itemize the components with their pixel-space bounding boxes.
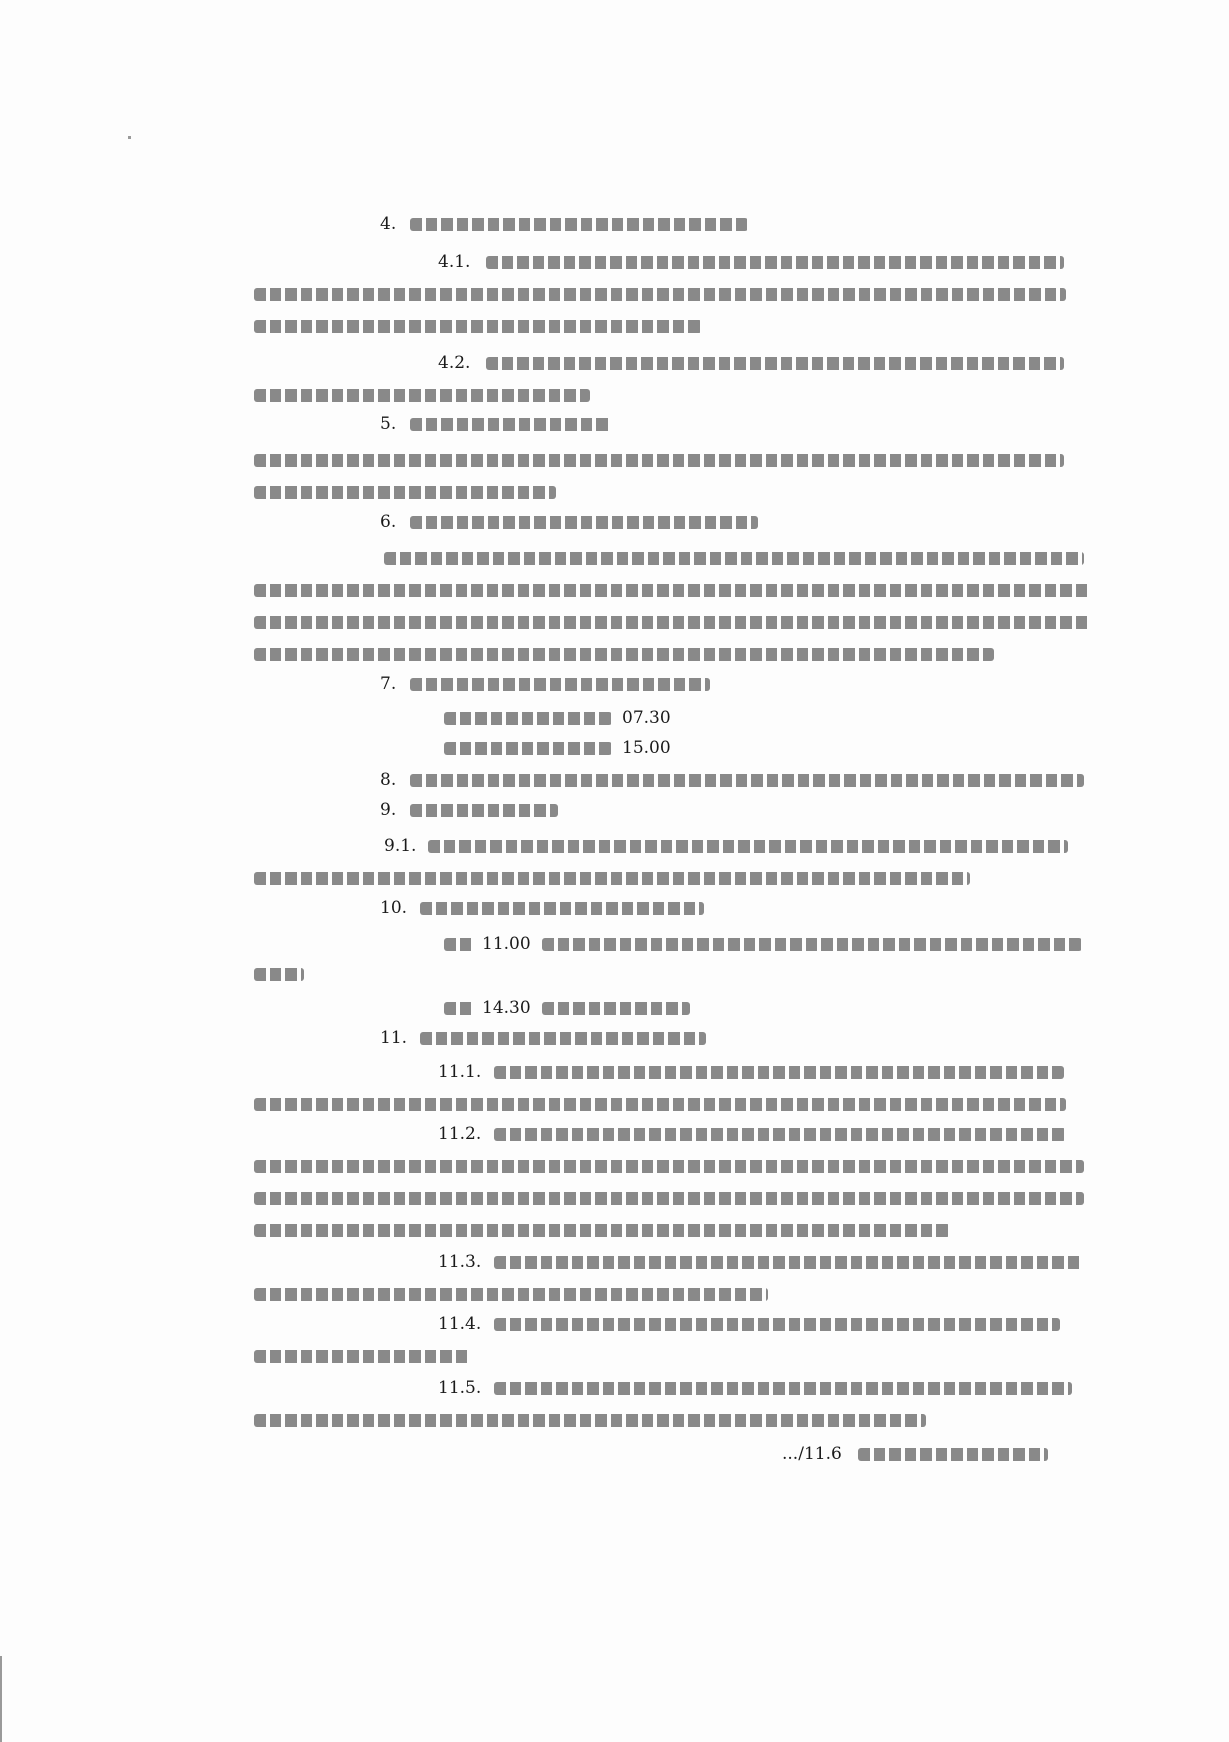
text-line bbox=[486, 256, 1064, 269]
section-number: 8. bbox=[380, 770, 397, 790]
text-line bbox=[254, 1098, 1066, 1111]
time-value: 15.00 bbox=[622, 738, 671, 758]
section-number: 11.5. bbox=[438, 1378, 482, 1398]
section-number: 7. bbox=[380, 674, 397, 694]
section-number: 4.2. bbox=[438, 353, 471, 373]
text-line bbox=[254, 1350, 470, 1363]
text-line bbox=[494, 1318, 1060, 1331]
time-value: 07.30 bbox=[622, 708, 671, 728]
text-line bbox=[254, 968, 304, 981]
section-number: 10. bbox=[380, 898, 408, 918]
text-line bbox=[444, 938, 474, 951]
text-line bbox=[494, 1256, 1082, 1269]
text-line bbox=[486, 357, 1064, 370]
section-number: 9.1. bbox=[384, 836, 417, 856]
text-line bbox=[384, 552, 1084, 565]
text-line bbox=[420, 902, 704, 915]
text-line bbox=[494, 1066, 1064, 1079]
text-line bbox=[542, 938, 1082, 951]
section-number: 4.1. bbox=[438, 252, 471, 272]
text-line bbox=[254, 1224, 950, 1237]
text-line bbox=[254, 616, 1090, 629]
text-line bbox=[410, 678, 710, 691]
continuation-marker: .../11.6 bbox=[782, 1444, 842, 1464]
text-line bbox=[254, 1192, 1084, 1205]
text-line bbox=[494, 1128, 1066, 1141]
text-line bbox=[410, 804, 558, 817]
text-line bbox=[428, 840, 1068, 853]
section-number: 5. bbox=[380, 414, 397, 434]
text-line bbox=[254, 288, 1066, 301]
text-line bbox=[254, 1414, 926, 1427]
text-line bbox=[542, 1002, 690, 1015]
text-line bbox=[410, 418, 612, 431]
text-line bbox=[254, 1160, 1084, 1173]
section-number: 11.2. bbox=[438, 1124, 482, 1144]
text-line bbox=[410, 516, 758, 529]
scan-edge-line bbox=[0, 1656, 2, 1742]
section-number: 11. bbox=[380, 1028, 408, 1048]
text-line bbox=[420, 1032, 706, 1045]
text-line bbox=[444, 712, 612, 725]
text-line bbox=[254, 872, 970, 885]
text-line bbox=[444, 1002, 474, 1015]
text-line bbox=[410, 218, 748, 231]
text-line bbox=[494, 1382, 1072, 1395]
text-line bbox=[254, 584, 1090, 597]
time-value: 14.30 bbox=[482, 998, 531, 1018]
section-number: 6. bbox=[380, 512, 397, 532]
section-number: 11.4. bbox=[438, 1314, 482, 1334]
section-number: 4. bbox=[380, 214, 397, 234]
text-line bbox=[410, 774, 1084, 787]
section-number: 11.1. bbox=[438, 1062, 482, 1082]
time-value: 11.00 bbox=[482, 934, 531, 954]
scan-speck bbox=[128, 136, 131, 139]
text-line bbox=[254, 454, 1064, 467]
section-number: 11.3. bbox=[438, 1252, 482, 1272]
text-line bbox=[254, 648, 994, 661]
text-line bbox=[254, 389, 590, 402]
text-line bbox=[254, 486, 556, 499]
text-line bbox=[444, 742, 612, 755]
section-number: 9. bbox=[380, 800, 397, 820]
text-line bbox=[254, 1288, 768, 1301]
text-line bbox=[858, 1448, 1048, 1461]
text-line bbox=[254, 320, 702, 333]
